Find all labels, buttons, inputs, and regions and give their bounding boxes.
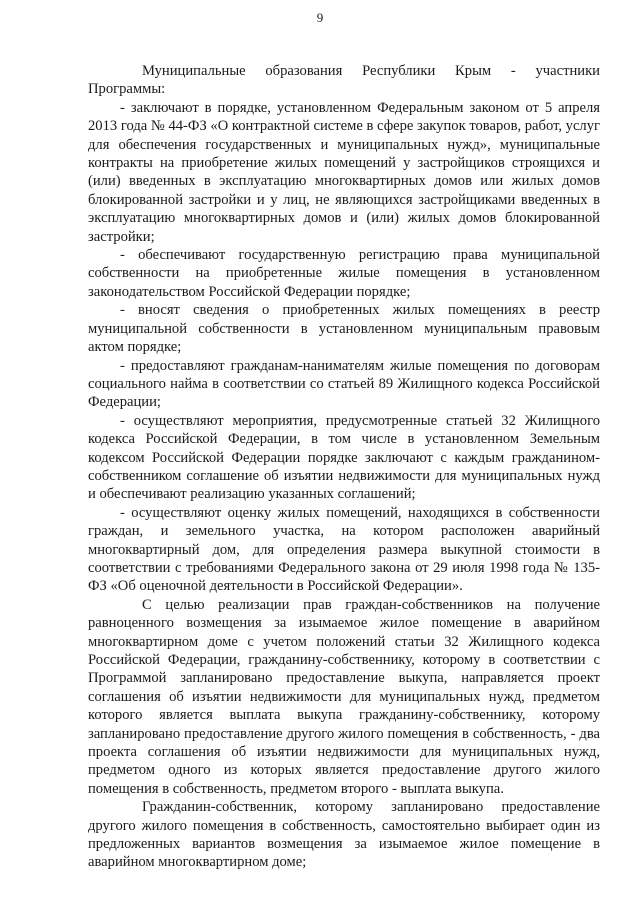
paragraph-valuation: - осуществляют оценку жилых помещений, находящихся в собственности граждан, и земельного участка, на котором расположен аварийный многоквартирный дом, для определения размера выкупной стоимости в соответствии с требованиями Федерального закона от 29 июля 1998 года № 135-ФЗ «Об оценочной деятельности в Российской Федерации». <box>88 504 600 595</box>
paragraph-participants-intro: Муниципальные образования Республики Крым - участники Программы: <box>88 63 600 98</box>
paragraph-registry: - вносят сведения о приобретенных жилых помещениях в реестр муниципальной собственности в установленном муниципальным правовым актом порядке; <box>88 302 600 356</box>
paragraph-registration: - обеспечивают государственную регистрацию права муниципальной собственности на приобретенные жилые помещения в установленном законодательством Российской Федерации порядке; <box>88 247 600 300</box>
paragraph-article-32: - осуществляют мероприятия, предусмотренные статьей 32 Жилищного кодекса Российской Федерации, в том числе в установленном Земельным кодексом Российской Федерации порядке заключают с каждым гражданином-собственником соглашение об изъятии недвижимости для муниципальных нужд и обеспечивают реализацию указанных соглашений; <box>88 412 600 503</box>
document-body <box>88 62 600 872</box>
paragraph-contracts: - заключают в порядке, установленном Федеральным законом от 5 апреля 2013 года № 44-ФЗ «О контрактной системе в сфере закупок товаров, работ, услуг для обеспечения государственных и муниципальных нужд», муниципальные контракты на приобретение жилых помещений у застройщиков строящихся и (или) введенных в эксплуатацию многоквартирных домов или жилых домов блокированной застройки и у лиц, не являющихся застройщиками введенных в эксплуатацию многоквартирных домов и (или) жилых домов блокированной застройки; <box>88 99 600 245</box>
paragraph-compensation: С целью реализации прав граждан-собственников на получение равноценного возмещения за изымаемое жилое помещение в аварийном многоквартирном доме с учетом положений статьи 32 Жилищного кодекса Российской Федерации, гражданину-собственнику, которому в соответствии с Программой запланировано предоставление выкупа, направляется проект соглашения об изъятии недвижимости для муниципальных нужд, предметом которого является выплата выкупа гражданину-собственнику, которому запланировано предоставление другого жилого помещения в собственность, - два проекта соглашения об изъятии недвижимости для муниципальных нужд, предметом одного из которых является предоставление другого жилого помещения в собственность, предметом второго - выплата выкупа. <box>88 596 600 797</box>
page-number: 9 <box>316 10 324 25</box>
paragraph-social-rent: - предоставляют гражданам-нанимателям жилые помещения по договорам социального найма в соответствии со статьей 89 Жилищного кодекса Российской Федерации; <box>88 357 600 411</box>
paragraph-owner-choice: Гражданин-собственник, которому запланировано предоставление другого жилого помещения в собственность, самостоятельно выбирает один из предложенных вариантов возмещения за изымаемое жилое помещение в аварийном многоквартирном доме; <box>88 799 600 871</box>
